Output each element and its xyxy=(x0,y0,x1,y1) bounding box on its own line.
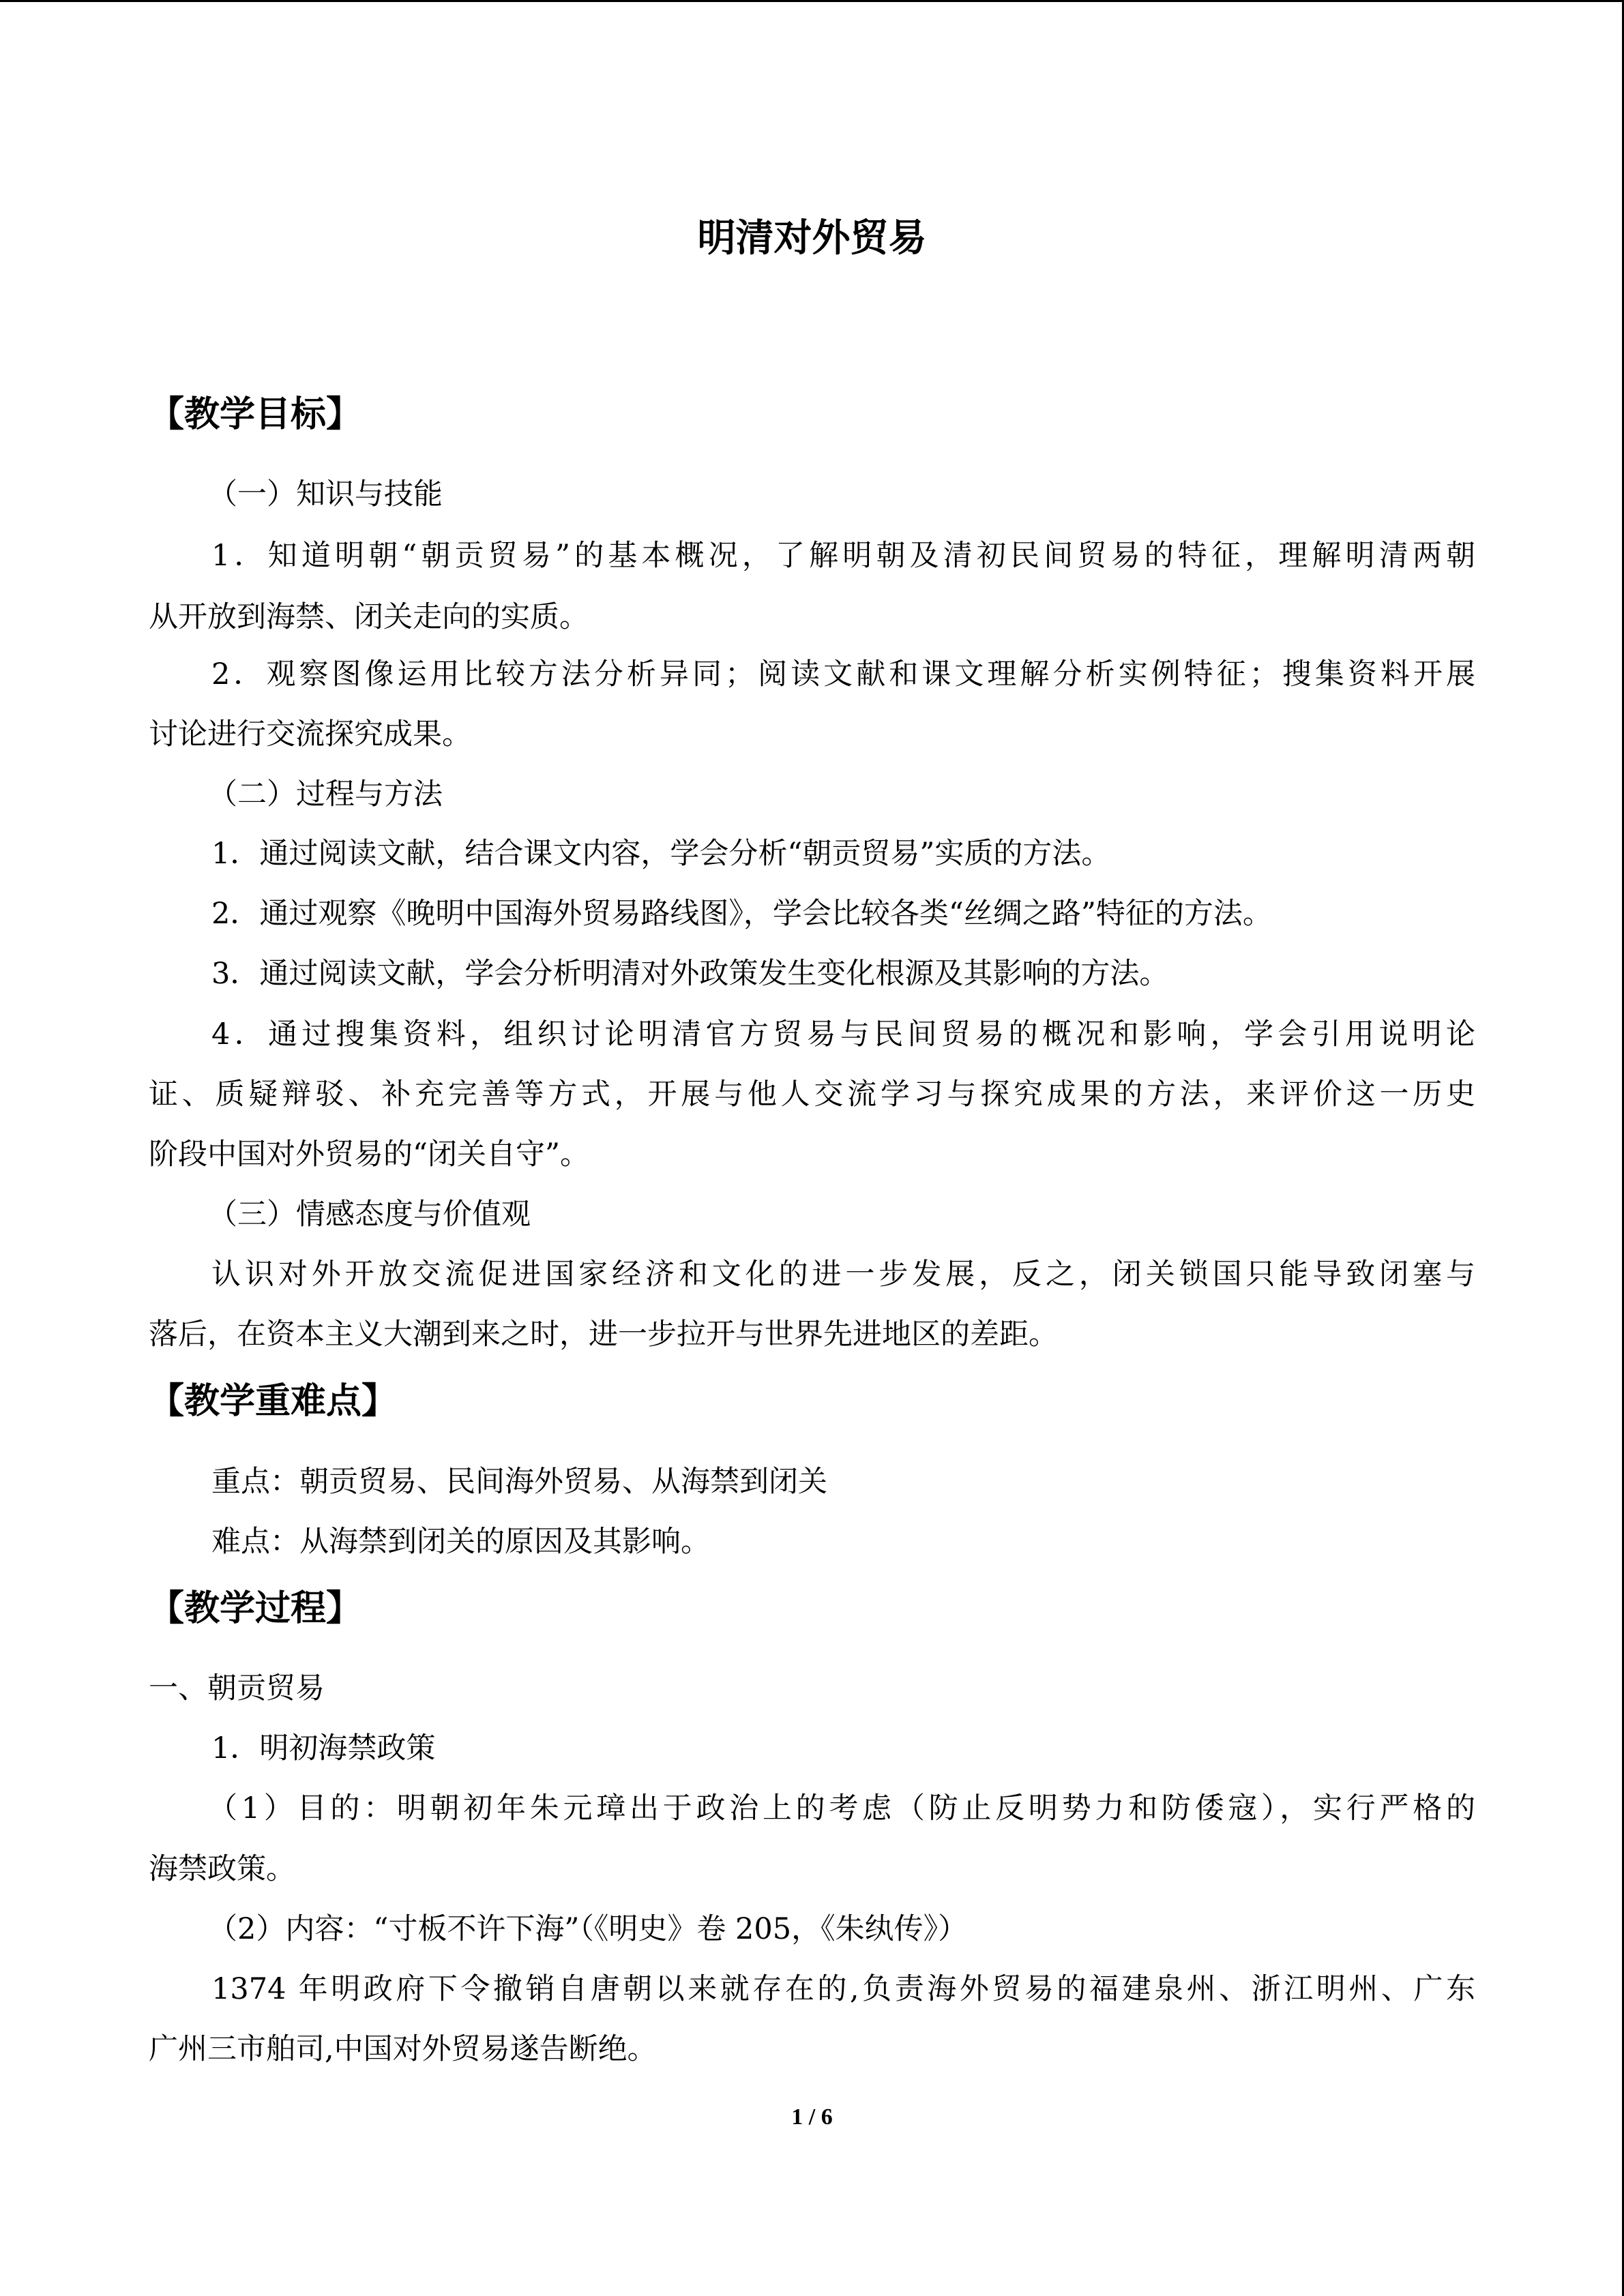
subsection-title-process: （二）过程与方法 xyxy=(208,777,443,811)
paragraph-line: 证、质疑辩驳、补充完善等方式，开展与他人交流学习与探究成果的方法，来评价这一历史 xyxy=(149,1077,1475,1112)
paragraph-line: 落后，在资本主义大潮到来之时，进一步拉开与世界先进地区的差距。 xyxy=(149,1317,1058,1352)
paragraph-line: 3．通过阅读文献，学会分析明清对外政策发生变化根源及其影响的方法。 xyxy=(211,957,1169,991)
paragraph-line: 讨论进行交流探究成果。 xyxy=(149,717,471,751)
section-heading-key-points: 【教学重难点】 xyxy=(149,1381,398,1422)
paragraph-line: 认识对外开放交流促进国家经济和文化的进一步发展，反之，闭关锁国只能导致闭塞与 xyxy=(211,1257,1475,1292)
part-title: 一、朝贡贸易 xyxy=(149,1671,325,1705)
paragraph-line: （1）目的：明朝初年朱元璋出于政治上的考虑（防止反明势力和防倭寇），实行严格的 xyxy=(208,1791,1475,1825)
paragraph-line: 2．观察图像运用比较方法分析异同；阅读文献和课文理解分析实例特征；搜集资料开展 xyxy=(211,657,1475,691)
paragraph-line: 2．通过观察《晚明中国海外贸易路线图》，学会比较各类“丝绸之路”特征的方法。 xyxy=(211,897,1272,931)
key-point-difficulty: 难点：从海禁到闭关的原因及其影响。 xyxy=(211,1525,710,1559)
paragraph-line: （2）内容：“寸板不许下海”（《明史》卷 205，《朱纨传》） xyxy=(208,1912,968,1946)
paragraph-line: 1．通过阅读文献，结合课文内容，学会分析“朝贡贸易”实质的方法。 xyxy=(211,837,1111,871)
paragraph-line: 阶段中国对外贸易的“闭关自守”。 xyxy=(149,1137,589,1172)
document-title: 明清对外贸易 xyxy=(697,216,927,260)
paragraph-line: 1．知道明朝“朝贡贸易”的基本概况，了解明朝及清初民间贸易的特征，理解明清两朝 xyxy=(211,539,1475,573)
subsection-title-values: （三）情感态度与价值观 xyxy=(208,1197,531,1232)
subsection-title-knowledge: （一）知识与技能 xyxy=(208,477,443,511)
section-heading-objectives: 【教学目标】 xyxy=(149,394,362,435)
paragraph-line: 从开放到海禁、闭关走向的实质。 xyxy=(149,600,589,634)
key-point-focus: 重点：朝贡贸易、民间海外贸易、从海禁到闭关 xyxy=(211,1465,827,1499)
item-title: 1．明初海禁政策 xyxy=(211,1731,436,1765)
paragraph-line: 广州三市舶司,中国对外贸易遂告断绝。 xyxy=(149,2032,657,2066)
paragraph-line: 1374 年明政府下令撤销自唐朝以来就存在的,负责海外贸易的福建泉州、浙江明州、广东 xyxy=(211,1972,1475,2006)
paragraph-line: 4．通过搜集资料，组织讨论明清官方贸易与民间贸易的概况和影响，学会引用说明论 xyxy=(211,1017,1475,1052)
paragraph-line: 海禁政策。 xyxy=(149,1852,295,1886)
page-number: 1 / 6 xyxy=(791,2104,833,2130)
section-heading-process: 【教学过程】 xyxy=(149,1588,362,1629)
